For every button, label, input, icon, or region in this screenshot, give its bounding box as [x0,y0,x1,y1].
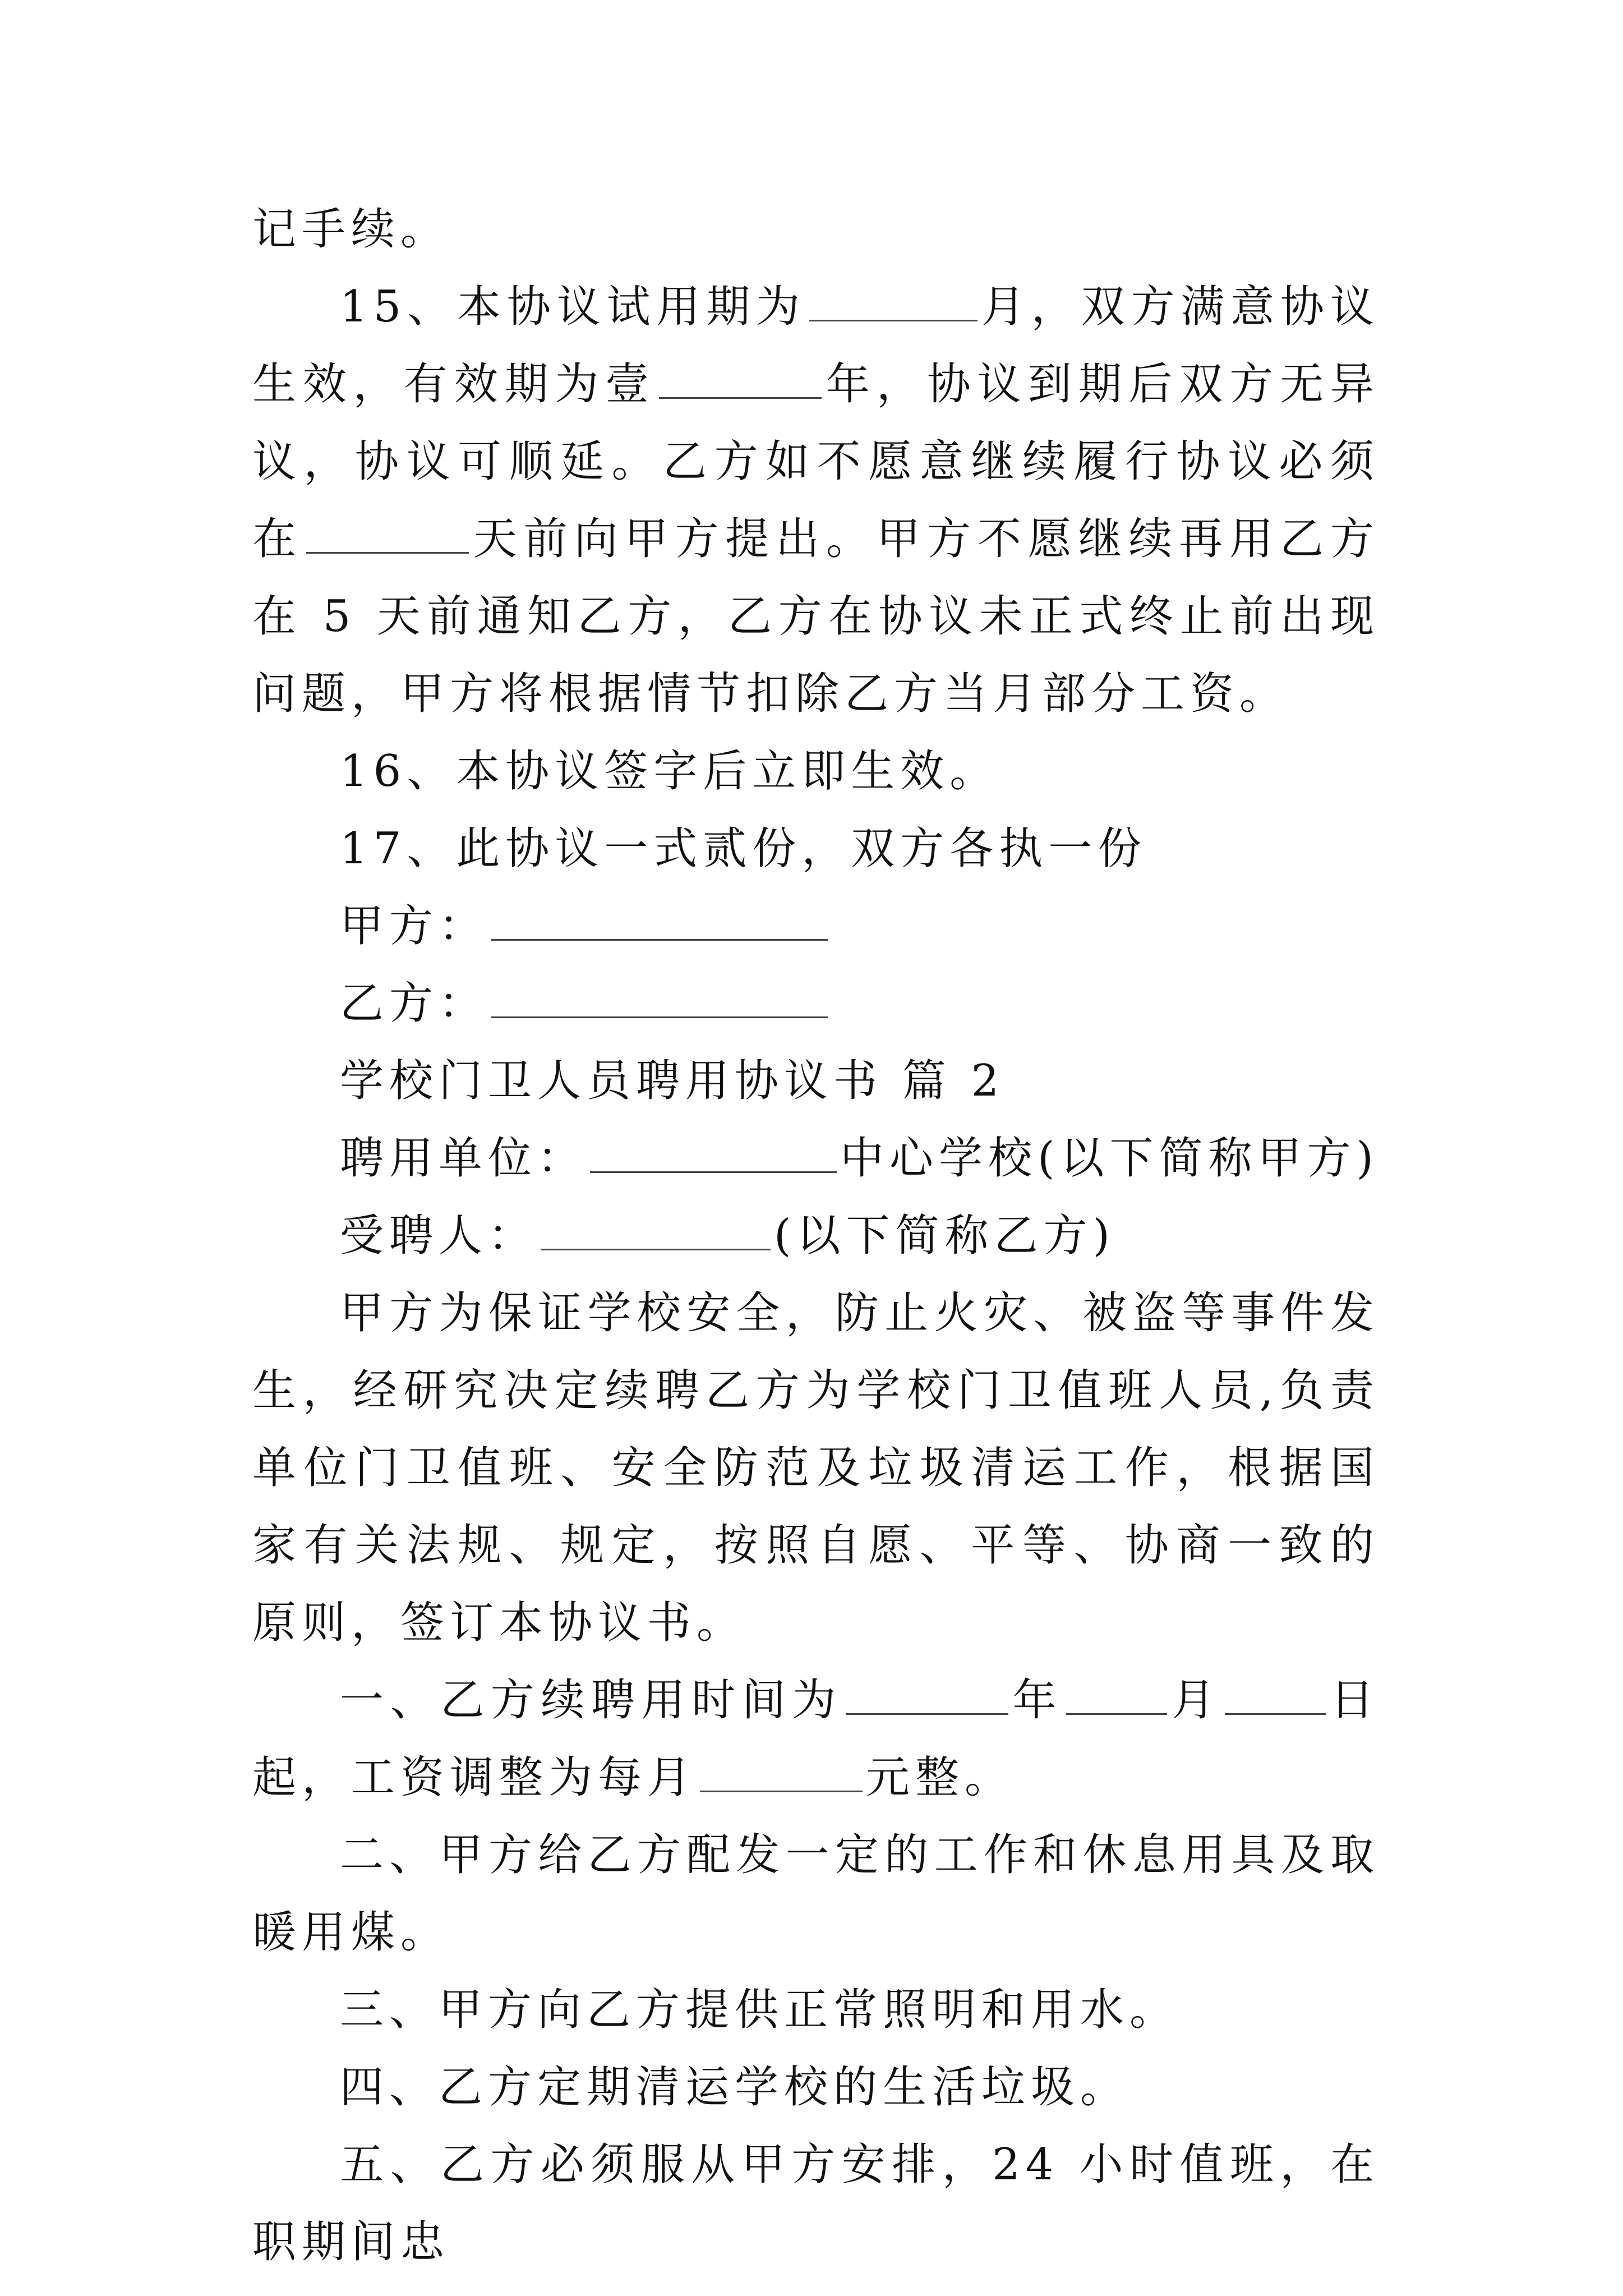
section-title [252,1042,1380,1120]
employee-name-field[interactable] [541,1207,771,1250]
salary-field[interactable] [700,1749,863,1792]
clause-text: 天前向甲方提出。甲方不愿继续再用乙方在 5 天前通知乙方，乙方在协议未正式终止前出现问题，甲方将根据情节扣除乙方当月部分工资。 [252,514,1380,719]
item-3 [252,1971,1380,2049]
intro-paragraph [252,1274,1380,1662]
employer-line [252,1120,1380,1197]
clause-text: 15、本协议试用期为 [340,282,806,332]
employee-label: 受聘人： [340,1211,538,1261]
paragraph-continuation [252,191,1380,268]
clause-16 [252,733,1380,810]
section-title-text: 学校门卫人员聘用协议书 篇 2 [340,1056,1005,1106]
clause-15 [252,268,1380,733]
document-body [252,191,1380,2281]
employer-suffix: 中心学校(以下简称甲方) [840,1133,1379,1184]
year-field[interactable] [846,1672,1008,1715]
party-a-signature-field[interactable] [491,898,828,941]
item-text: 一、乙方续聘用时间为 [340,1675,842,1726]
employee-suffix: (以下简称乙方) [774,1211,1115,1261]
item-text: 日起，工资调整为每月 [252,1675,1380,1803]
blank-field[interactable] [659,356,822,399]
item-5 [252,2126,1380,2281]
signature-party-a [252,887,1380,965]
item-text: 五、乙方必须服从甲方安排，24 小时值班，在职期间忠 [252,2139,1380,2267]
party-a-label: 甲方： [340,901,488,951]
signature-party-b [252,965,1380,1042]
blank-field[interactable] [809,278,978,321]
item-4 [252,2049,1380,2126]
item-text: 二、甲方给乙方配发一定的工作和休息用具及取暖用煤。 [252,1830,1380,1958]
day-field[interactable] [1225,1672,1326,1715]
paragraph-text: 记手续。 [252,204,450,255]
party-b-signature-field[interactable] [491,975,828,1018]
clause-text: 年，协议到期后双方无异议，协议可顺延。乙方如不愿意继续履行协议必须在 [252,359,1380,564]
intro-text: 甲方为保证学校安全，防止火灾、被盗等事件发生，经研究决定续聘乙方为学校门卫值班人员,负责单位门卫值班、安全防范及垃圾清运工作，根据国家有关法规、规定，按照自愿、平等、协商一致的原则，签订本协议书。 [252,1288,1380,1648]
employer-name-field[interactable] [590,1130,837,1173]
item-text: 三、甲方向乙方提供正常照明和用水。 [340,1985,1179,2035]
employer-label: 聘用单位： [340,1133,587,1184]
clause-text: 16、本协议签字后立即生效。 [340,746,999,797]
item-text: 四、乙方定期清运学校的生活垃圾。 [340,2062,1130,2113]
item-text: 年 [1011,1675,1063,1726]
clause-text: 月，双方满意协议生效，有效期为壹 [252,282,1380,409]
month-field[interactable] [1066,1672,1167,1715]
item-1 [252,1662,1380,1816]
blank-field[interactable] [306,510,469,554]
item-text: 元整。 [866,1752,1015,1803]
party-b-label: 乙方： [340,978,488,1029]
item-text: 月 [1170,1675,1222,1726]
clause-text: 17、此协议一式贰份，双方各执一份 [340,823,1147,874]
employee-line [252,1197,1380,1274]
item-2 [252,1816,1380,1971]
clause-17 [252,810,1380,887]
